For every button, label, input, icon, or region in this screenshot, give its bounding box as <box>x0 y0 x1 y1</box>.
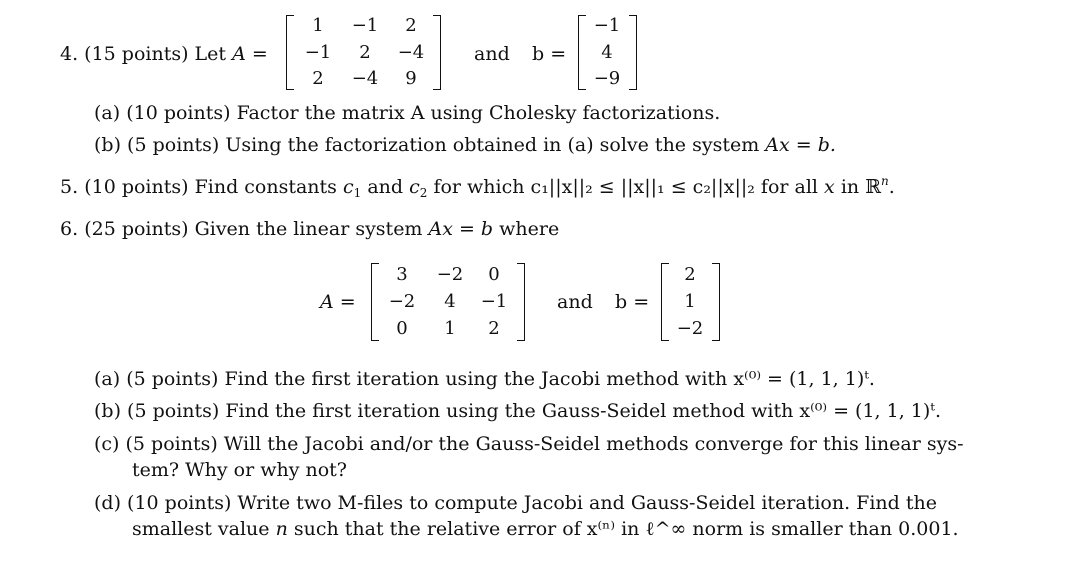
vector-cell: 4 <box>601 42 613 63</box>
part-text: (10 points) Factor the matrix A using Cholesky factorizations. <box>126 102 721 124</box>
infinity-norm: ℓ^∞ <box>645 518 687 540</box>
matrix-cell: 0 <box>488 264 500 285</box>
p6-part-c-line2: tem? Why or why not? <box>132 459 347 481</box>
problem-4-intro: 4. (15 points) Let <box>60 43 227 65</box>
matrix-cell: 1 <box>444 318 456 339</box>
variable-n: n <box>275 518 288 540</box>
part-text: (5 points) Using the factorization obtained in (a) solve the system <box>127 134 760 156</box>
matrix-cell: −1 <box>304 42 332 63</box>
problem-number: 6. <box>60 218 79 240</box>
superscript: n <box>880 174 889 188</box>
part-label: (b) <box>94 134 121 156</box>
equation: Ax = b <box>428 218 494 240</box>
p4-part-a <box>94 104 720 123</box>
variable-x: x <box>824 176 835 198</box>
initial-guess: x⁽⁰⁾ = (1, 1, 1)ᵗ. <box>799 400 942 422</box>
part-text: (5 points) Will the Jacobi and/or the Gauss-Seidel methods converge for this linear sys- <box>125 433 964 455</box>
matrix-cell: 2 <box>359 42 371 63</box>
p6-part-d <box>94 494 937 513</box>
and-text: and <box>367 176 404 198</box>
part-label: (d) <box>94 492 121 514</box>
vector-cell: 1 <box>684 291 696 312</box>
matrix-cell: −2 <box>436 264 464 285</box>
vector-cell: −9 <box>593 68 621 89</box>
real-space: ℝ <box>865 176 881 198</box>
part-text: smallest value <box>132 518 270 540</box>
matrix-cell: −1 <box>351 15 379 36</box>
part-text: (25 points) Given the linear system <box>84 218 423 240</box>
in-text: in <box>840 176 860 198</box>
constant-c2: c <box>409 176 420 198</box>
matrix-cell: 1 <box>312 15 324 36</box>
norm-inequality: c₁||x||₂ ≤ ||x||₁ ≤ c₂||x||₂ <box>530 176 755 198</box>
matrix-cell: 2 <box>405 15 417 36</box>
part-text: such that the relative error of <box>293 518 581 540</box>
subscript: 1 <box>353 186 362 200</box>
part-text: (5 points) Find the first iteration using the Gauss-Seidel method with <box>127 400 794 422</box>
p6-part-b <box>94 402 941 421</box>
p6-part-a <box>94 370 875 389</box>
vector-b-lhs: b = <box>532 43 567 65</box>
period: . <box>888 176 895 198</box>
part-text: norm is smaller than 0.001. <box>692 518 959 540</box>
initial-guess: x⁽⁰⁾ = (1, 1, 1)ᵗ. <box>733 368 875 390</box>
part-label: (b) <box>94 400 121 422</box>
p6-part-d-line2 <box>132 520 959 539</box>
matrix-a-lhs: A = <box>232 43 268 65</box>
constant-c1: c <box>342 176 354 198</box>
matrix-cell: −4 <box>397 42 425 63</box>
problem-6 <box>60 220 559 239</box>
p4-part-b <box>94 136 836 155</box>
matrix-cell: −2 <box>388 291 416 312</box>
matrix-cell: 9 <box>405 68 417 89</box>
p6-part-c <box>94 435 964 454</box>
and-text: and <box>474 43 510 65</box>
and-text: and <box>557 291 593 313</box>
matrix-cell: 2 <box>488 318 500 339</box>
part-label: (a) <box>94 102 121 124</box>
problem-number: 5. <box>60 176 79 198</box>
for-which-text: for which <box>433 176 525 198</box>
matrix-cell: −1 <box>480 291 508 312</box>
part-label: (c) <box>94 433 120 455</box>
equation: Ax = b. <box>765 134 836 156</box>
matrix-cell: 0 <box>396 318 408 339</box>
where-text: where <box>499 218 560 240</box>
part-text: (5 points) Find the first iteration using the Jacobi method with <box>126 368 728 390</box>
vector-b-lhs: b = <box>615 291 650 313</box>
part-text: (10 points) Find constants <box>84 176 337 198</box>
matrix-cell: −4 <box>351 68 379 89</box>
vector-cell: −2 <box>676 318 704 339</box>
problem-4-label <box>60 45 268 64</box>
part-text: (10 points) Write two M-files to compute Jacobi and Gauss-Seidel iteration. Find the <box>127 492 937 514</box>
vector-cell: −1 <box>593 15 621 36</box>
matrix-cell: 2 <box>312 68 324 89</box>
subscript: 2 <box>419 186 428 200</box>
vector-cell: 2 <box>684 264 696 285</box>
matrix-a-lhs: A = <box>320 291 356 313</box>
iterate-xn: x⁽ⁿ⁾ <box>586 518 616 540</box>
matrix-cell: 4 <box>444 291 456 312</box>
for-all-text: for all <box>760 176 818 198</box>
matrix-cell: 3 <box>396 264 408 285</box>
part-label: (a) <box>94 368 121 390</box>
problem-5 <box>60 174 895 200</box>
in-text: in <box>621 518 640 540</box>
